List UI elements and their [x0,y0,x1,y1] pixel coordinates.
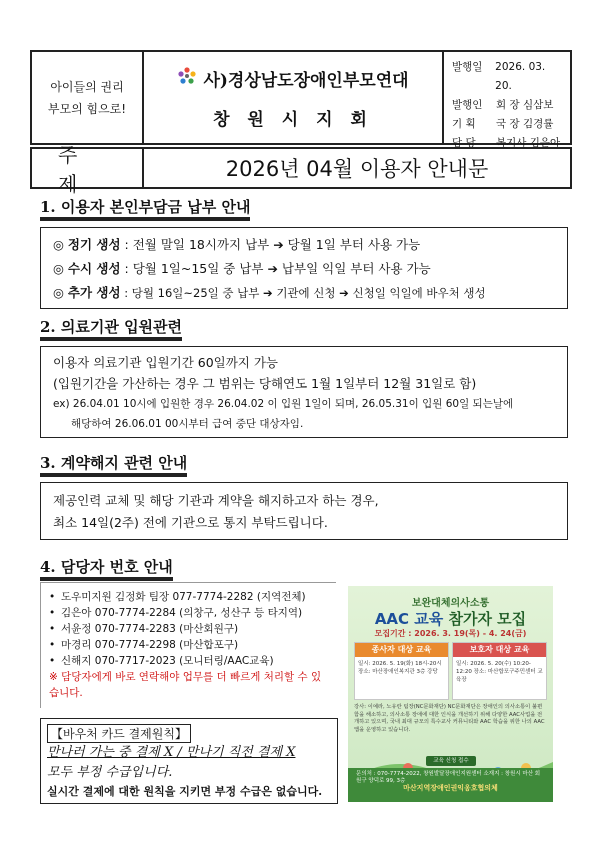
section-2-box [40,346,568,438]
contact-item: • 김은아 070-7774-2284 (의창구, 성산구 등 타지역) [49,607,303,619]
bullet: ◎ [53,261,64,276]
poster-footer [348,768,553,802]
example-line: 해당하여 26.06.01 00시부터 급여 중단 대상자임. [71,418,304,430]
slogan [32,52,144,143]
poster-subtitle: 보완대체의사소통 [411,598,490,609]
text-line: 제공인력 교체 및 해당 기관과 계약을 해지하고자 하는 경우, [53,493,379,508]
org-name-line [177,66,408,91]
org-block [144,52,444,143]
meta-row [452,96,564,115]
list-item [53,257,555,281]
text-line: 최소 14일(2주) 전에 기관으로 통지 부탁드립니다. [53,515,328,530]
poster-period: 모집기간 : 2026. 3. 19(목) - 4. 24(금) [374,629,527,638]
card-title: 종사자 대상 교육 [355,643,448,657]
section-2-title: 2. 의료기관 입원관련 [40,316,182,337]
contact-item: • 도우미지원 김정화 팀장 077-7774-2282 (지역전체) [49,591,306,603]
poster-apply-label: 교육 신청 접수 [426,756,476,766]
poster-org: 마산지역장애인권익옹호협의체 [403,784,498,792]
item-text: : 당월 1일~15일 중 납부 ➔ 납부일 익일 부터 사용 가능 [120,261,431,276]
card-body: 일시: 2026. 5. 20(수) 10:20-12:20 장소: 마산합포구주민센터 교육장 [456,661,543,683]
card-title: 보호자 대상 교육 [453,643,546,657]
voucher-rules [40,718,338,804]
item-text: : 전월 말일 18시까지 납부 ➔ 당월 1일 부터 사용 가능 [120,237,421,252]
text-line: 이용자 의료기관 입원기간 60일까지 가능 [53,355,278,370]
contact-item: • 신해지 070-7717-2023 (모니터링/AAC교육) [49,655,274,667]
contact-list [40,582,336,708]
contact-item: • 서윤정 070-7774-2283 (마산회원구) [49,623,239,635]
example-line: ex) 26.04.01 10시에 입원한 경우 26.04.02 이 입원 1일이 되며, 26.05.31이 입원 60일 되는날에 [53,398,514,410]
slogan-line-2: 부모의 힘으로! [47,101,127,116]
poster-contact: 문의처 : 070-7774-2022, 창원발달장애인지원센터 소재지 : 창원시 마산 회원구 양덕로 99, 3층 [356,771,541,784]
meta-row [452,115,564,134]
bullet: ◎ [53,237,64,252]
header-table [30,50,572,149]
poster-card-staff [354,642,449,700]
issue-meta [444,52,570,149]
poster-headline: AAC 교육 참가자 모집 [374,610,527,628]
aac-poster [348,586,553,802]
meta-value: 복지사 김은아 [496,137,561,149]
card-body: 일시: 2026. 5. 19(화) 18시-20시 장소: 마산장애인복지관 3층 강당 [358,661,442,675]
voucher-line-2: 모두 부정 수급입니다. [47,765,173,780]
meta-key: 기 획 [452,118,476,130]
meta-value: 국 장 김경률 [496,118,554,130]
meta-key: 담 당 [452,137,476,149]
item-text: : 당월 16일~25일 중 납부 ➔ 기관에 신청 ➔ 신청일 익일에 바우처 생성 [120,286,486,300]
section-3-box [40,482,568,540]
list-item [53,281,555,305]
voucher-line-1: 만나러 가는 중 결제 X / 만나기 직전 결제 X [47,745,296,760]
text-line: (입원기간을 가산하는 경우 그 범위는 당해연도 1월 1일부터 12월 31일로 함) [53,376,477,391]
section-4-title: 4. 담당자 번호 안내 [40,556,173,577]
subject-title: 2026년 04월 이용자 안내문 [225,157,489,181]
subject-label: 주 제 [32,149,144,187]
meta-key: 발행일 [452,61,483,73]
item-label: 정기 생성 [67,237,121,252]
poster-info: 강사: 이예라, 노유란 팀장(NC문화재단) NC문화재단은 장애인의 의사소통이 불편함을 해소하고, 의사소통 장애에 대한 인식을 개선하기 위해 다양한 AAC사업을 전개하고 있으며, 국내 최대 규모의 특수교사 커뮤니티와 AAC 학습을 위한 나의 AAC앱을 운영하고 있습니다. [354,704,545,733]
meta-row [452,58,564,96]
contact-note: ※ 담당자에게 바로 연락해야 업무를 더 빠르게 처리할 수 있습니다. [49,671,322,699]
section-1-title: 1. 이용자 본인부담금 납부 안내 [40,196,250,217]
list-item [53,233,555,257]
branch-name: 창 원 시 지 회 [213,109,373,130]
bullet: ◎ [53,285,64,300]
item-label: 추가 생성 [67,285,121,300]
meta-value: 2026. 03. 20. [495,61,546,92]
meta-value: 회 장 심삼보 [496,99,554,111]
slogan-line-1: 아이들의 권리 [50,79,124,94]
voucher-line-3: 실시간 결제에 대한 원칙을 지키면 부정 수급은 없습니다. [47,785,323,798]
item-label: 수시 생성 [67,261,121,276]
section-1-box [40,227,568,309]
meta-key: 발행인 [452,99,483,111]
contact-item: • 마경리 070-7774-2298 (마산합포구) [49,639,239,651]
poster-card-guardian [452,642,547,700]
org-logo-icon [177,66,197,91]
section-3-title: 3. 계약해지 관련 안내 [40,452,187,473]
org-name: 사)경상남도장애인부모연대 [203,70,409,91]
voucher-title: 【바우처 카드 결제원칙】 [47,724,191,743]
